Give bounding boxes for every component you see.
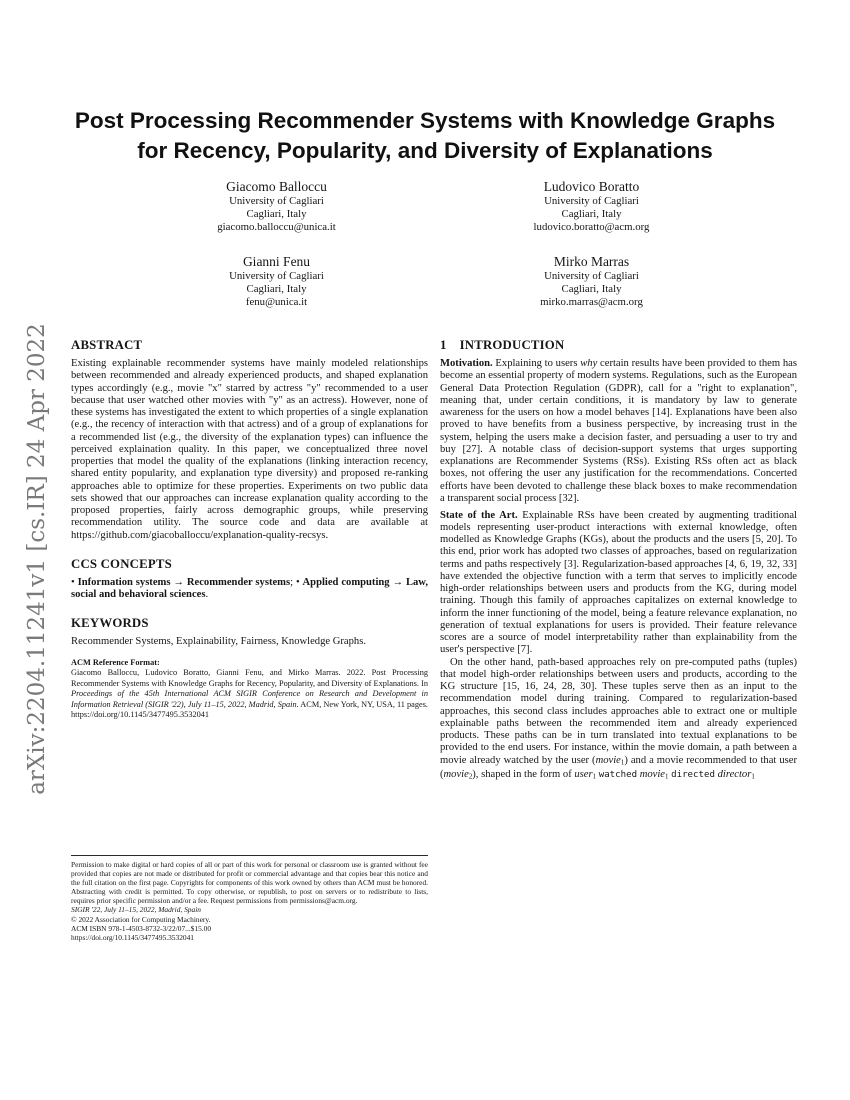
author-location: Cagliari, Italy <box>246 282 307 295</box>
author-email: giacomo.balloccu@unica.it <box>217 221 336 234</box>
author-affiliation: University of Cagliari <box>544 195 639 207</box>
author-location: Cagliari, Italy <box>246 208 307 221</box>
abstract-text: Existing explainable recommender systems have mainly modeled relationships between recommended and already experienced products, and shaped explanation types accordingly (e.g., movie "x" starred by actress "y" recommended to a user because that user watched other movies with "y" as an actress). However, none of these systems has investigated the extent to which properties of a single explanation (e.g., the recency of interaction with that actress) and of a group of explanations for a recommended list (e.g., the diversity of the explanation types) can influence the perceived explaination quality. In this paper, we conceptualized three novel properties that model the quality of the explanations (linking interaction recency, shared entity popularity, and explanation type diversity) and proposed re-ranking approaches able to optimize for these properties. Experiments on two public data sets showed that our approaches can increase explanation quality according to the proposed properties, fairly across demographic groups, while preserving recommendation utility. The source code and data are available at https://github.com/giacoballoccu/explanation-quality-recsys. <box>71 358 428 541</box>
paper-title <box>0 106 850 166</box>
section-number: 1 <box>440 338 447 352</box>
author-email: ludovico.boratto@acm.org <box>533 221 650 234</box>
author-1 <box>119 178 434 235</box>
author-affiliation: University of Cagliari <box>229 195 324 207</box>
paper-title-line-2: for Recency, Popularity, and Diversity of Explanations <box>137 138 713 163</box>
author-name: Mirko Marras <box>553 253 630 269</box>
author-location: Cagliari, Italy <box>561 208 622 221</box>
abstract-heading: ABSTRACT <box>71 338 143 352</box>
footnote-rule <box>71 855 428 856</box>
author-2 <box>434 178 749 235</box>
acm-reference-heading: ACM Reference Format: <box>71 657 160 667</box>
introduction-heading <box>440 338 797 353</box>
footnote-copyright: © 2022 Association for Computing Machinery. <box>71 914 211 924</box>
keywords-text: Recommender Systems, Explainability, Fairness, Knowledge Graphs. <box>71 636 367 648</box>
author-email: fenu@unica.it <box>245 296 308 309</box>
paper-title-line-1: Post Processing Recommender Systems with Knowledge Graphs <box>74 108 776 133</box>
author-name: Gianni Fenu <box>242 253 311 269</box>
footnote-doi: https://doi.org/10.1145/3477495.3532041 <box>71 932 194 942</box>
author-email: mirko.marras@acm.org <box>540 296 643 309</box>
intro-paragraph-state-of-the-art: State of the Art. Explainable RSs have been created by augmenting traditional models representing user-product interactions with external knowledge, often modelled as Knowledge Graphs (KGs), about the products and the users [5, 20]. To this end, prior work has adopted two classes of approaches, based on regularization terms and paths respectively [3]. Regularization-based approaches [4, 6, 19, 32, 33] have extended the objective function with a term that serves to implicitly encode high-order relationships between users and products from the KG, during model training. Though this family of approaches capitalizes on external knowledge to inform the inner functioning of the model, being a feature relevance explanation, no generation of textual explanations for users is provided. Their feature relevance scores are a source of model interpretability rather than explainability from the user's perspective [7]. <box>440 509 797 656</box>
permission-text: Permission to make digital or hard copies of all or part of this work for personal or classroom use is granted without fee provided that copies are not made or distributed for profit or commercial advantage and that copies bear this notice and the full citation on the first page. Copyrights for components of this work owned by others than ACM must be honored. Abstracting with credit is permitted. To copy otherwise, or republish, to post on servers or to redistribute to lists, requires prior specific permission and/or a fee. Request permissions from permissions@acm.org. <box>71 860 428 906</box>
author-location: Cagliari, Italy <box>561 282 622 295</box>
ccs-heading: CCS CONCEPTS <box>71 556 172 571</box>
author-name: Ludovico Boratto <box>543 179 640 194</box>
author-block <box>119 178 749 309</box>
author-name: Giacomo Balloccu <box>226 179 327 194</box>
author-3 <box>119 253 434 310</box>
arxiv-watermark: arXiv:2204.11241v1 [cs.IR] 24 Apr 2022 <box>24 323 50 795</box>
acm-reference-text: Giacomo Balloccu, Ludovico Boratto, Gianni Fenu, and Mirko Marras. 2022. Post Processing Recommender Systems with Knowledge Graphs for Recency, Popularity, and Diversity of Explanations. In Proceedings of the 45th International ACM SIGIR Conference on Research and Development in Information Retrieval (SIGIR '22), July 11–15, 2022, Madrid, Spain. ACM, New York, NY, USA, 11 pages. https://doi.org/10.1145/3477495.3532041 <box>71 668 428 720</box>
section-title: INTRODUCTION <box>459 338 565 352</box>
keywords-heading: KEYWORDS <box>71 616 149 631</box>
author-affiliation: University of Cagliari <box>229 269 324 282</box>
footnote-isbn: ACM ISBN 978-1-4503-8732-3/22/07...$15.00 <box>71 923 212 933</box>
right-column <box>440 338 797 784</box>
intro-paragraph-path-based: On the other hand, path-based approaches rely on pre-computed paths (tuples) that model high-order relationships between users and products, according to the KG structure [15, 16, 24, 28, 30]. These tuples serve then as an input to the recommendation model during training. Compared to regularization-based approaches, this second class includes approaches able to extract one or multiple explainable paths between the recommended item and already experienced products. These paths can be in turn translated into textual explanations to be provided to the end users. For instance, within the movie domain, a path between a movie already watched by the user (movie1) and a movie recommended to that user (movie2), shaped in the form of user1 watched movie1 directed director1 <box>440 656 797 781</box>
author-4 <box>434 253 749 310</box>
author-affiliation: University of Cagliari <box>544 269 639 282</box>
footnote-conference: SIGIR '22, July 11–15, 2022, Madrid, Spain <box>71 905 201 915</box>
ccs-text: • Information systems → Recommender systems; • Applied computing → Law, social and behavioral sciences. <box>71 576 429 600</box>
left-column <box>71 338 428 721</box>
intro-paragraph-motivation: Motivation. Explaining to users why certain results have been provided to them has become an essential property of modern systems. Regulations, such as the European General Data Protection Regulation (GDPR), call for a "right to explanation", meaning that, under certain conditions, it is mandatory by law to generate awareness for the users on how a model behaves [14]. Explanations have been also proved to have benefits from a business perspective, by increasing trust in the system, helping the users make a decision faster, and persuading a user to try and buy [27]. A notable class of decision-support systems that urges supporting explanations are Recommender Systems (RSs). Existing RSs often act as black boxes, not offering the user any justification for the recommendations. Concerted efforts have been devoted to challenge these black boxes to make recommendation a transparent social process [32]. <box>440 358 797 504</box>
permission-footnote <box>71 855 428 942</box>
